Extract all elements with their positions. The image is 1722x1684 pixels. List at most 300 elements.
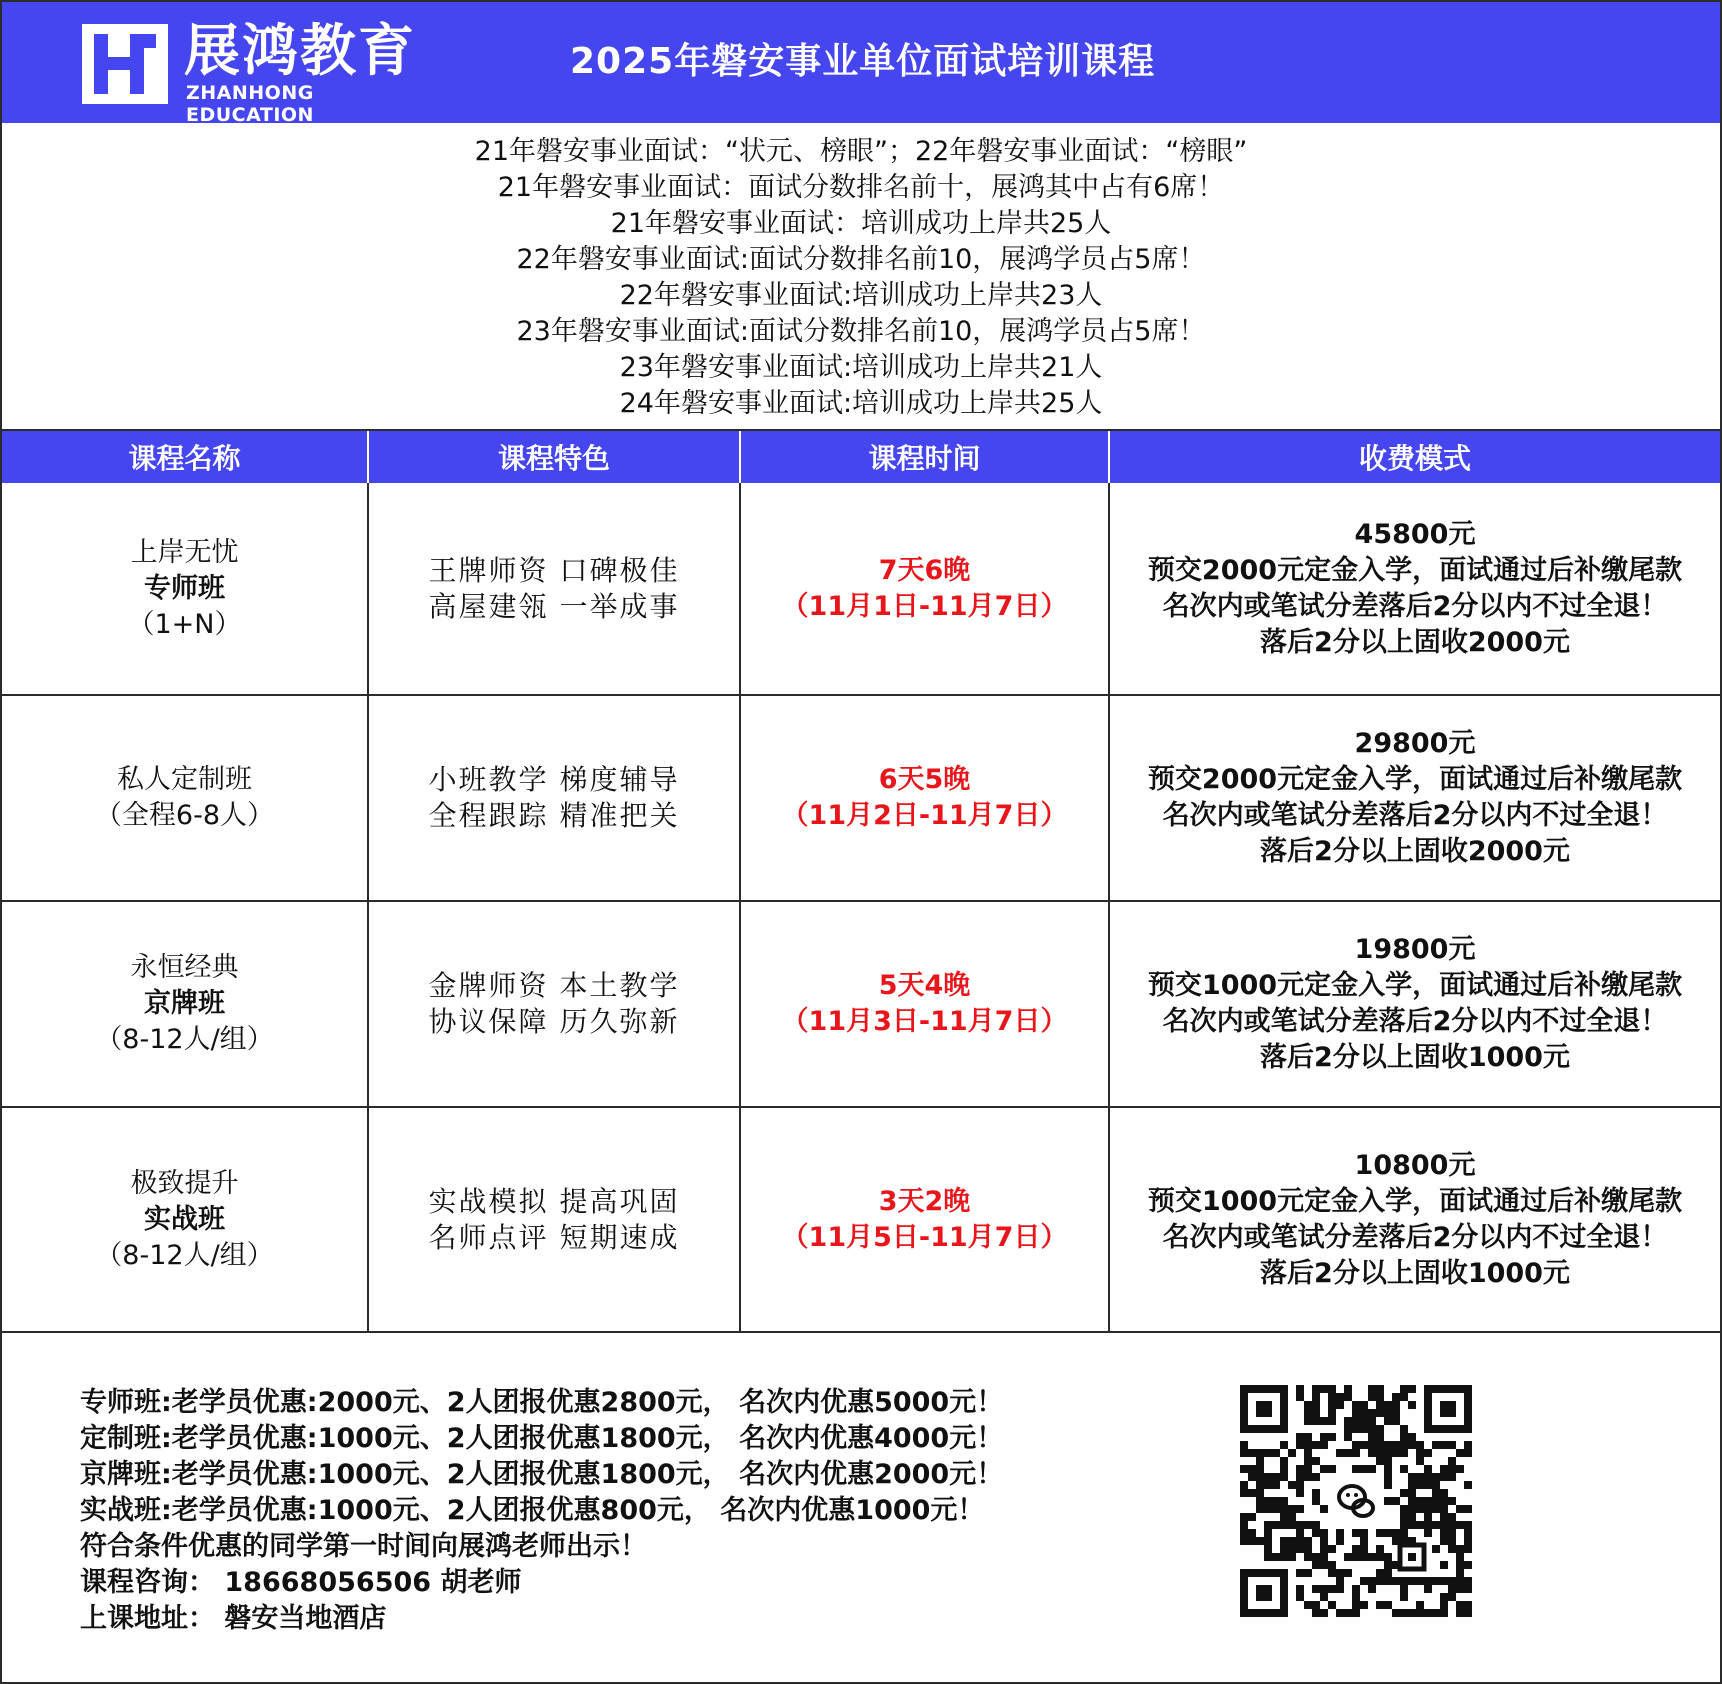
qr-module (1456, 1609, 1464, 1617)
table-row (2, 696, 1720, 902)
qr-module (1320, 1609, 1328, 1617)
qr-module (1400, 1441, 1408, 1449)
qr-module (1408, 1609, 1416, 1617)
qr-module (1408, 1401, 1416, 1409)
qr-module (1368, 1553, 1376, 1561)
class-address: 上课地址： 磐安当地酒店 (80, 1603, 387, 1634)
fee-deposit: 预交2000元定金入学，面试通过后补缴尾款 (1147, 764, 1683, 795)
qr-module (1360, 1577, 1368, 1585)
qr-module (1304, 1553, 1312, 1561)
course-size: （1+N） (127, 608, 242, 640)
qr-module (1440, 1513, 1448, 1521)
feature-line: 全程跟踪 精准把关 (428, 799, 680, 832)
course-name: 实战班 (144, 1203, 225, 1235)
course-time-cell (741, 902, 1110, 1106)
qr-module (1312, 1385, 1320, 1393)
qr-module (1424, 1609, 1432, 1617)
qr-module (1248, 1465, 1256, 1473)
qr-module (1440, 1529, 1448, 1537)
qr-module (1256, 1537, 1264, 1545)
qr-module (1456, 1569, 1464, 1577)
qr-module (1296, 1585, 1304, 1593)
qr-module (1296, 1537, 1304, 1545)
header-course-name: 课程名称 (2, 431, 369, 483)
fee-cell (1110, 483, 1720, 694)
qr-module (1440, 1577, 1448, 1585)
qr-module (1328, 1601, 1336, 1609)
qr-module (1352, 1609, 1360, 1617)
qr-module (1352, 1545, 1360, 1553)
qr-module (1296, 1593, 1304, 1601)
qr-module (1280, 1497, 1288, 1505)
qr-module (1304, 1521, 1312, 1529)
qr-module (1328, 1465, 1336, 1473)
qr-module (1464, 1601, 1472, 1609)
qr-module (1368, 1585, 1376, 1593)
qr-module (1440, 1489, 1448, 1497)
qr-module (1272, 1505, 1280, 1513)
qr-module (1312, 1601, 1320, 1609)
qr-module (1320, 1585, 1328, 1593)
qr-module (1408, 1513, 1416, 1521)
course-tagline: 永恒经典 (130, 952, 239, 983)
fee-refund: 名次内或笔试分差落后2分以内不过全退！ (1162, 590, 1668, 622)
qr-module (1304, 1433, 1312, 1441)
qr-module (1432, 1497, 1440, 1505)
qr-module (1280, 1545, 1288, 1553)
qr-module (1320, 1529, 1328, 1537)
qr-module (1336, 1537, 1344, 1545)
qr-module (1448, 1545, 1456, 1553)
qr-module (1360, 1545, 1368, 1553)
discount-list (80, 1385, 1003, 1637)
qr-module (1416, 1497, 1424, 1505)
qr-module (1400, 1513, 1408, 1521)
qr-module (1280, 1513, 1288, 1521)
qr-module (1448, 1473, 1456, 1481)
qr-module (1440, 1505, 1448, 1513)
qr-module (1352, 1401, 1360, 1409)
qr-module (1424, 1473, 1432, 1481)
qr-module (1288, 1513, 1296, 1521)
qr-module (1304, 1441, 1312, 1449)
course-size: （8-12人/组） (95, 1239, 274, 1271)
fee-deposit: 预交2000元定金入学，面试通过后补缴尾款 (1147, 554, 1683, 586)
qr-module (1400, 1593, 1408, 1601)
course-duration: 3天2晚 (878, 1185, 971, 1217)
qr-module (1360, 1409, 1368, 1417)
qr-module (1384, 1465, 1392, 1473)
qr-module (1464, 1449, 1472, 1457)
qr-module (1384, 1577, 1392, 1585)
qr-module (1456, 1553, 1464, 1561)
qr-module (1368, 1393, 1376, 1401)
qr-module (1264, 1529, 1272, 1537)
page-title: 2025年磐安事业单位面试培训课程 (570, 41, 1156, 82)
qr-module (1432, 1489, 1440, 1497)
qr-module (1392, 1393, 1400, 1401)
qr-module (1424, 1577, 1432, 1585)
qr-module (1352, 1601, 1360, 1609)
qr-module (1400, 1585, 1408, 1593)
qr-module (1320, 1593, 1328, 1601)
course-features-cell (369, 902, 741, 1106)
qr-module (1288, 1553, 1296, 1561)
fee-fixed: 落后2分以上固收2000元 (1260, 626, 1570, 658)
qr-module (1312, 1553, 1320, 1561)
qr-module (1328, 1433, 1336, 1441)
qr-module (1368, 1425, 1376, 1433)
qr-module (1392, 1449, 1400, 1457)
qr-module (1416, 1609, 1424, 1617)
achievement-line: 23年磐安事业面试:面试分数排名前10，展鸿学员占5席！ (516, 316, 1206, 347)
qr-module (1408, 1473, 1416, 1481)
qr-module (1248, 1449, 1256, 1457)
footer-section (2, 1335, 1720, 1684)
qr-module (1432, 1545, 1440, 1553)
qr-module (1320, 1545, 1328, 1553)
qr-module (1440, 1593, 1448, 1601)
qr-module (1464, 1481, 1472, 1489)
qr-module (1384, 1401, 1392, 1409)
qr-module (1440, 1465, 1448, 1473)
fee-price: 29800元 (1354, 728, 1476, 759)
qr-module (1440, 1609, 1448, 1617)
qr-module (1352, 1593, 1360, 1601)
qr-module (1296, 1433, 1304, 1441)
qr-module (1288, 1537, 1296, 1545)
qr-module (1376, 1425, 1384, 1433)
fee-cell (1110, 1108, 1720, 1331)
qr-module (1400, 1385, 1408, 1393)
qr-module (1464, 1537, 1472, 1545)
course-features-cell (369, 696, 741, 900)
fee-cell (1110, 696, 1720, 900)
discount-note: 符合条件优惠的同学第一时间向展鸿老师出示！ (80, 1531, 647, 1562)
feature-line: 王牌师资 口碑极佳 (428, 553, 680, 587)
course-table (2, 431, 1720, 1333)
qr-module (1376, 1385, 1384, 1393)
qr-module (1424, 1481, 1432, 1489)
qr-module (1320, 1433, 1328, 1441)
qr-module (1328, 1561, 1336, 1569)
feature-line: 实战模拟 提高巩固 (428, 1184, 680, 1218)
qr-module (1392, 1529, 1400, 1537)
qr-module (1312, 1585, 1320, 1593)
fee-refund: 名次内或笔试分差落后2分以内不过全退！ (1162, 1006, 1668, 1037)
qr-module (1360, 1529, 1368, 1537)
qr-module (1376, 1457, 1384, 1465)
qr-module (1296, 1481, 1304, 1489)
course-tagline: 极致提升 (130, 1167, 239, 1199)
qr-module (1400, 1577, 1408, 1585)
qr-module (1360, 1601, 1368, 1609)
qr-module (1312, 1609, 1320, 1617)
qr-module (1384, 1497, 1392, 1505)
qr-module (1440, 1561, 1448, 1569)
qr-module (1240, 1465, 1248, 1473)
qr-module (1256, 1505, 1264, 1513)
qr-module (1288, 1521, 1296, 1529)
qr-module (1280, 1473, 1288, 1481)
qr-module (1376, 1553, 1384, 1561)
qr-module (1248, 1489, 1256, 1497)
qr-module (1344, 1433, 1352, 1441)
course-duration: 6天5晚 (878, 764, 971, 795)
qr-module (1424, 1585, 1432, 1593)
qr-module (1368, 1441, 1376, 1449)
qr-module (1360, 1401, 1368, 1409)
qr-module (1248, 1537, 1256, 1545)
qr-module (1368, 1449, 1376, 1457)
qr-module (1440, 1601, 1448, 1609)
qr-module (1360, 1441, 1368, 1449)
qr-module (1416, 1505, 1424, 1513)
qr-module (1408, 1505, 1416, 1513)
qr-module (1384, 1473, 1392, 1481)
feature-line: 名师点评 短期速成 (428, 1220, 680, 1254)
achievement-line: 22年磐安事业面试:培训成功上岸共23人 (619, 280, 1103, 311)
course-duration: 5天4晚 (878, 970, 971, 1001)
qr-module (1384, 1601, 1392, 1609)
qr-module (1368, 1417, 1376, 1425)
qr-module (1432, 1481, 1440, 1489)
qr-module (1416, 1441, 1424, 1449)
qr-module (1416, 1521, 1424, 1529)
qr-module (1432, 1473, 1440, 1481)
qr-module (1336, 1577, 1344, 1585)
qr-module (1296, 1473, 1304, 1481)
qr-module (1344, 1553, 1352, 1561)
qr-module (1392, 1401, 1400, 1409)
course-features-cell (369, 483, 741, 694)
feature-line: 小班教学 梯度辅导 (428, 763, 680, 796)
qr-module (1304, 1601, 1312, 1609)
qr-module (1296, 1465, 1304, 1473)
qr-module (1296, 1521, 1304, 1529)
achievement-line: 23年磐安事业面试:培训成功上岸共21人 (619, 352, 1103, 383)
qr-module (1288, 1545, 1296, 1553)
qr-module (1272, 1497, 1280, 1505)
header-bar (2, 2, 1720, 126)
qr-module (1352, 1553, 1360, 1561)
qr-module (1440, 1521, 1448, 1529)
fee-fixed: 落后2分以上固收2000元 (1260, 836, 1570, 867)
qr-module (1464, 1609, 1472, 1617)
course-time-cell (741, 483, 1110, 694)
qr-module (1424, 1513, 1432, 1521)
qr-module (1320, 1441, 1328, 1449)
qr-module (1400, 1609, 1408, 1617)
qr-module (1352, 1465, 1360, 1473)
qr-module (1376, 1393, 1384, 1401)
qr-module (1344, 1569, 1352, 1577)
achievement-line: 21年磐安事业面试：“状元、榜眼”；22年磐安事业面试：“榜眼” (474, 136, 1248, 167)
qr-module (1416, 1577, 1424, 1585)
qr-module (1272, 1521, 1280, 1529)
qr-module (1384, 1569, 1392, 1577)
qr-module (1408, 1577, 1416, 1585)
discount-line: 京牌班:老学员优惠:1000元、2人团报优惠1800元， 名次内优惠2000元！ (80, 1459, 1004, 1490)
qr-module (1272, 1449, 1280, 1457)
qr-module (1312, 1473, 1320, 1481)
qr-module (1352, 1449, 1360, 1457)
qr-module (1408, 1489, 1416, 1497)
feature-line: 协议保障 历久弥新 (428, 1005, 680, 1038)
qr-module (1328, 1545, 1336, 1553)
qr-module (1360, 1417, 1368, 1425)
qr-module (1296, 1569, 1304, 1577)
qr-module (1376, 1601, 1384, 1609)
qr-module (1456, 1577, 1464, 1585)
qr-module (1408, 1481, 1416, 1489)
qr-module (1464, 1585, 1472, 1593)
qr-module (1336, 1393, 1344, 1401)
qr-module (1408, 1385, 1416, 1393)
qr-module (1296, 1489, 1304, 1497)
qr-module (1328, 1417, 1336, 1425)
qr-module (1376, 1441, 1384, 1449)
qr-module (1296, 1505, 1304, 1513)
qr-module (1344, 1449, 1352, 1457)
qr-module (1352, 1425, 1360, 1433)
qr-module (1416, 1449, 1424, 1457)
qr-module (1256, 1473, 1264, 1481)
qr-module (1328, 1393, 1336, 1401)
fee-price: 45800元 (1354, 518, 1476, 550)
qr-module (1312, 1409, 1320, 1417)
qr-module (1376, 1529, 1384, 1537)
qr-module (1392, 1497, 1400, 1505)
qr-module (1416, 1601, 1424, 1609)
discount-line: 专师班:老学员优惠:2000元、2人团报优惠2800元， 名次内优惠5000元！ (80, 1387, 1004, 1418)
qr-module (1464, 1561, 1472, 1569)
qr-module (1320, 1505, 1328, 1513)
qr-module (1408, 1521, 1416, 1529)
qr-module (1424, 1505, 1432, 1513)
qr-module (1256, 1457, 1264, 1465)
course-time-cell (741, 696, 1110, 900)
qr-module (1400, 1449, 1408, 1457)
qr-module (1344, 1425, 1352, 1433)
qr-module (1336, 1569, 1344, 1577)
qr-module (1392, 1609, 1400, 1617)
qr-module (1456, 1585, 1464, 1593)
feature-line: 金牌师资 本土教学 (428, 969, 680, 1002)
qr-module (1456, 1545, 1464, 1553)
qr-module (1264, 1537, 1272, 1545)
qr-module (1360, 1425, 1368, 1433)
qr-module (1448, 1465, 1456, 1473)
qr-module (1424, 1465, 1432, 1473)
course-name: 专师班 (144, 572, 225, 604)
qr-module (1240, 1481, 1248, 1489)
course-features-cell (369, 1108, 741, 1331)
qr-module (1256, 1449, 1264, 1457)
qr-module (1280, 1441, 1288, 1449)
qr-module (1336, 1529, 1344, 1537)
qr-module (1368, 1409, 1376, 1417)
qr-module (1416, 1481, 1424, 1489)
wechat-qr-code-icon[interactable] (1240, 1385, 1472, 1617)
qr-module (1264, 1545, 1272, 1553)
qr-module (1400, 1465, 1408, 1473)
course-size: （全程6-8人） (94, 800, 275, 831)
qr-module (1464, 1441, 1472, 1449)
qr-module (1352, 1417, 1360, 1425)
qr-module (1248, 1473, 1256, 1481)
qr-module (1240, 1529, 1248, 1537)
qr-module (1344, 1609, 1352, 1617)
qr-module (1432, 1505, 1440, 1513)
qr-module (1304, 1457, 1312, 1465)
qr-module (1328, 1409, 1336, 1417)
qr-module (1280, 1537, 1288, 1545)
qr-module (1464, 1545, 1472, 1553)
qr-module (1320, 1553, 1328, 1561)
qr-module (1432, 1441, 1440, 1449)
qr-module (1424, 1497, 1432, 1505)
qr-module (1376, 1569, 1384, 1577)
qr-module (1304, 1569, 1312, 1577)
achievement-line: 24年磐安事业面试:培训成功上岸共25人 (619, 388, 1103, 419)
qr-module (1304, 1545, 1312, 1553)
qr-module (1328, 1385, 1336, 1393)
qr-module (1384, 1449, 1392, 1457)
qr-module (1376, 1401, 1384, 1409)
qr-module (1400, 1433, 1408, 1441)
qr-module (1392, 1417, 1400, 1425)
brand-name-en: ZHANHONG EDUCATION (186, 82, 314, 126)
qr-module (1456, 1601, 1464, 1609)
qr-module (1464, 1529, 1472, 1537)
qr-module (1400, 1521, 1408, 1529)
qr-module (1360, 1537, 1368, 1545)
achievements-section (2, 123, 1720, 431)
brand-name-cn: 展鸿教育 (184, 19, 416, 84)
qr-module (1448, 1529, 1456, 1537)
qr-module (1392, 1441, 1400, 1449)
qr-module (1264, 1553, 1272, 1561)
course-name-cell (2, 483, 369, 694)
qr-module (1272, 1553, 1280, 1561)
course-date-range: （11月3日-11月7日） (781, 1006, 1068, 1037)
qr-module (1432, 1521, 1440, 1529)
qr-module (1304, 1473, 1312, 1481)
qr-module (1448, 1513, 1456, 1521)
qr-module (1264, 1521, 1272, 1529)
qr-module (1376, 1433, 1384, 1441)
qr-module (1312, 1561, 1320, 1569)
fee-deposit: 预交1000元定金入学，面试通过后补缴尾款 (1147, 970, 1683, 1001)
qr-module (1456, 1505, 1464, 1513)
qr-module (1400, 1425, 1408, 1433)
qr-module (1304, 1465, 1312, 1473)
qr-module (1304, 1417, 1312, 1425)
qr-module (1240, 1537, 1248, 1545)
qr-module (1400, 1505, 1408, 1513)
qr-module (1448, 1577, 1456, 1585)
qr-module (1448, 1521, 1456, 1529)
qr-module (1408, 1497, 1416, 1505)
qr-module (1456, 1465, 1464, 1473)
course-date-range: （11月5日-11月7日） (781, 1221, 1068, 1253)
qr-module (1464, 1505, 1472, 1513)
qr-module (1240, 1441, 1248, 1449)
qr-module (1456, 1561, 1464, 1569)
contact-info: 课程咨询： 18668056506 胡老师 (80, 1567, 522, 1598)
qr-module (1296, 1385, 1304, 1393)
